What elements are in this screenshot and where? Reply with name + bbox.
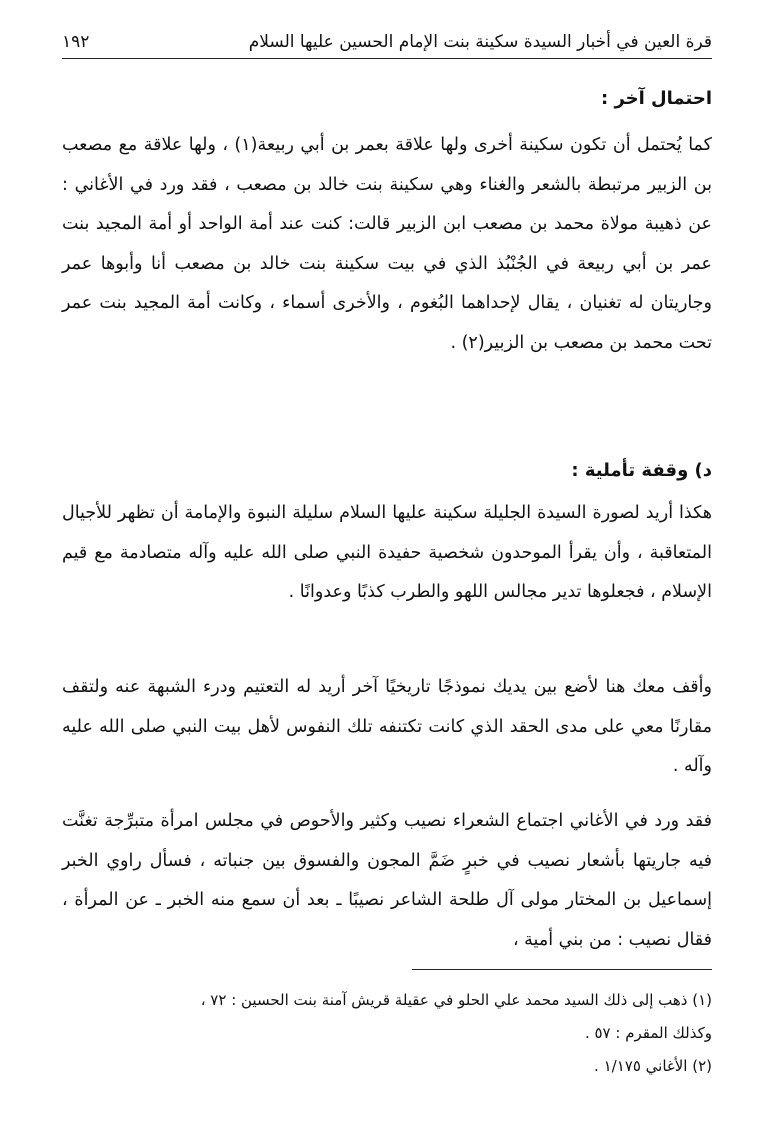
paragraph-reflection-3 bbox=[62, 802, 712, 960]
section-heading-reflection: د) وقفة تأملية : bbox=[571, 460, 712, 481]
paragraph-reflection-2 bbox=[62, 668, 712, 787]
running-header bbox=[62, 28, 712, 59]
paragraph-text: وأقف معك هنا لأضع بين يديك نموذجًا تاريخيًا آخر أريد له التعتيم ودرء الشبهة عنه ولتقف مقارنًا معي على مدى الحقد الذي كانت تكتنفه تلك النفوس لأهل بيت النبي صلى الله عليه وآله . bbox=[62, 677, 712, 776]
footnote-1-line-2: وكذلك المقرم : ٥٧ . bbox=[584, 1024, 712, 1042]
footnote-2: (٢) الأغاني ١/١٧٥ . bbox=[594, 1057, 712, 1075]
paragraph-text: كما يُحتمل أن تكون سكينة أخرى ولها علاقة بعمر بن أبي ربيعة(١) ، ولها علاقة مع مصعب بن الزبير مرتبطة بالشعر والغناء وهي سكينة بنت خالد بن مصعب ، فقد ورد في الأغاني : عن ذهيبة مولاة محمد بن مصعب ابن الزبير قالت: كنت عند أمة الواحد أو أمة المجيد بنت عمر بن أبي ربيعة في الجُنْبُذ الذي في بيت سكينة بنت خالد بن مصعب أنا وأبوها عمر وجاريتان له تغنيان ، يقال لإحداهما البُغوم ، والأخرى أسماء ، وكانت أمة المجيد بنت عمر تحت محمد بن مصعب بن الزبير(٢) . bbox=[62, 135, 713, 353]
paragraph-alternative-sakina bbox=[62, 126, 712, 363]
book-page bbox=[62, 28, 712, 1108]
paragraph-text: فقد ورد في الأغاني اجتماع الشعراء نصيب وكثير والأحوص في مجلس امرأة متبرِّجة تغنَّت فيه جاريتها بأشعار نصيب في خبرٍ ضَمَّ المجون والفسوق بين جنباته ، فسأل راوي الخبر إسماعيل بن المختار مولى آل طلحة الشاعر نصيبًا ـ بعد أن سمع منه الخبر ـ عن المرأة ، فقال نصيب : من بني أمية ، bbox=[62, 811, 712, 950]
header-title: قرة العين في أخبار السيدة سكينة بنت الإمام الحسين عليها السلام bbox=[248, 32, 712, 52]
page-number: ١٩٢ bbox=[62, 32, 90, 52]
footnotes bbox=[62, 984, 712, 1083]
paragraph-reflection-1 bbox=[62, 494, 712, 613]
footnote-separator bbox=[412, 969, 712, 970]
section-heading-alternative: احتمال آخر : bbox=[600, 88, 712, 109]
paragraph-text: هكذا أريد لصورة السيدة الجليلة سكينة عليها السلام سليلة النبوة والإمامة أن تظهر للأجيال المتعاقبة ، وأن يقرأ الموحدون شخصية حفيدة النبي صلى الله عليه وآله متصادمة مع قيم الإسلام ، فجعلوها تدير مجالس اللهو والطرب كذبًا وعدوانًا . bbox=[62, 503, 712, 602]
footnote-1-line-1: (١) ذهب إلى ذلك السيد محمد علي الحلو في عقيلة قريش آمنة بنت الحسين : ٧٢ ، bbox=[200, 991, 712, 1009]
